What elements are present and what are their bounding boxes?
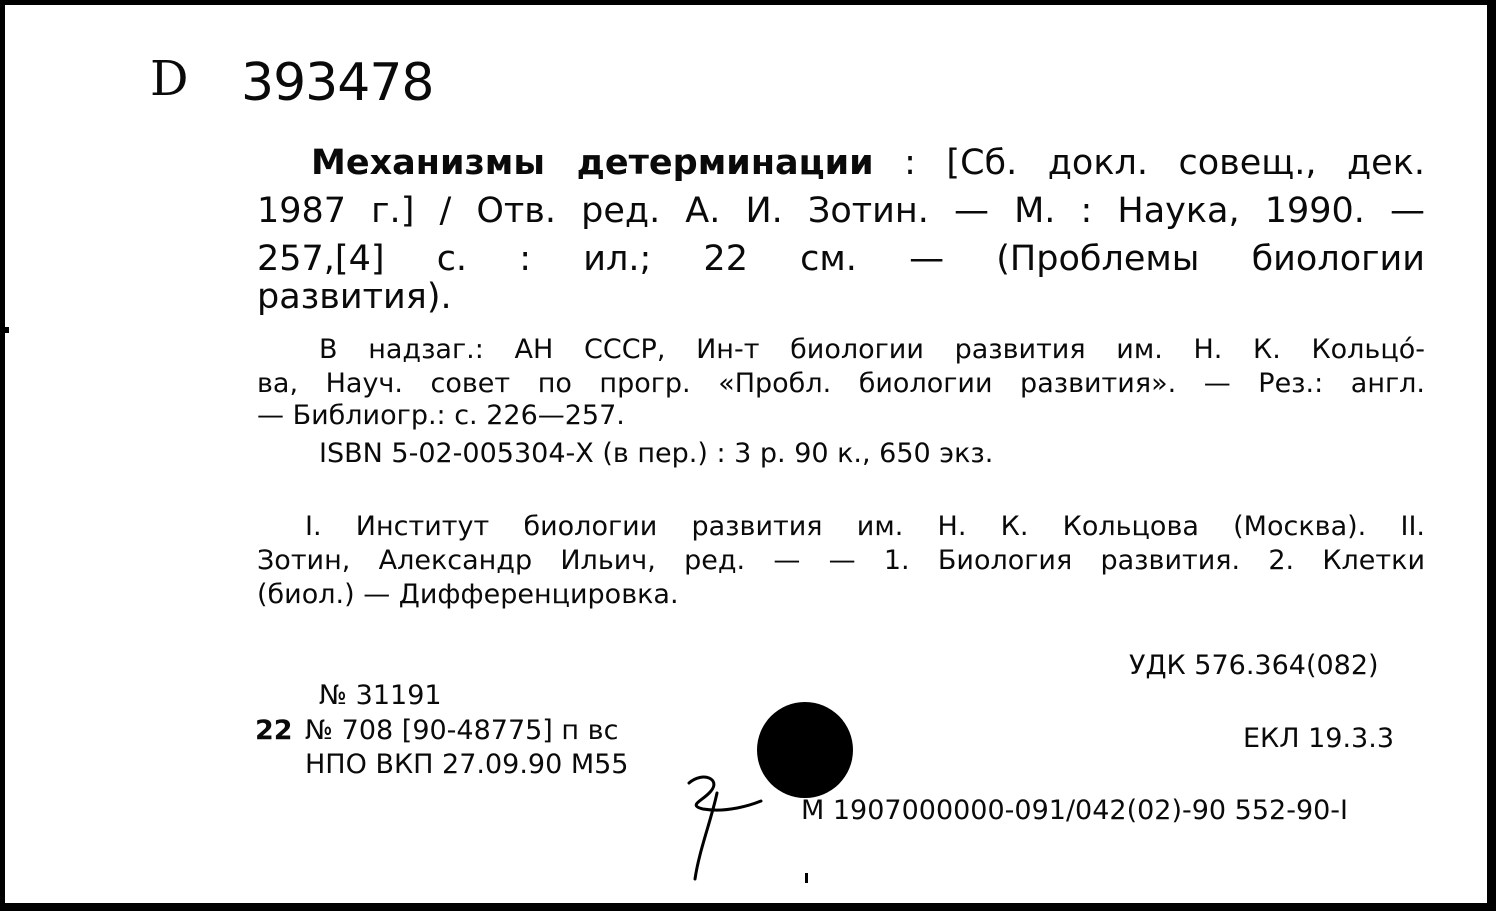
note-line-1: В надзаг.: АН СССР, Ин-т биологии развития им. Н. К. Кольцо́- — [319, 334, 1425, 365]
isbn-line: ISBN 5-02-005304-Х (в пер.) : 3 р. 90 к., 650 экз. — [319, 438, 994, 469]
tracing-line-2: Зотин, Александр Ильич, ред. — — 1. Биология развития. 2. Клетки — [257, 545, 1425, 576]
scan-speck — [805, 873, 808, 883]
classification-code: М 1907000000-091/042(02)-90 552-90-I — [801, 795, 1349, 826]
title-bold: Механизмы детерминации — [311, 143, 874, 183]
scan-speck — [5, 327, 9, 333]
order-line: № 708 [90-48775] п вс — [305, 715, 619, 746]
shelf-mark: D — [150, 51, 190, 107]
udk-code: УДК 576.364(082) — [1129, 650, 1379, 681]
tracing-line-1: I. Институт биологии развития им. Н. К. Кольцова (Москва). II. — [305, 511, 1425, 542]
shelf-number: 393478 — [241, 53, 434, 113]
card-number: № 31191 — [319, 680, 442, 711]
title-line-1-rest: : [Сб. докл. совещ., дек. — [904, 143, 1425, 183]
title-line-3: 257,[4] с. : ил.; 22 см. — (Проблемы биологии — [257, 239, 1425, 279]
handwritten-mark — [677, 761, 797, 891]
note-line-2: ва, Науч. совет по прогр. «Пробл. биологии развития». — Рез.: англ. — [257, 368, 1425, 399]
printer-line: НПО ВКП 27.09.90 М55 — [305, 749, 629, 780]
ekl-code: ЕКЛ 19.3.3 — [1243, 723, 1394, 754]
title-line-4: развития). — [257, 277, 452, 317]
tracing-line-3: (биол.) — Дифференцировка. — [257, 579, 679, 610]
title-line-1 — [311, 139, 1425, 187]
note-line-3: — Библиогр.: с. 226—257. — [257, 400, 625, 431]
catalog-card — [4, 4, 1488, 904]
order-prefix: 22 — [255, 715, 293, 746]
title-line-2: 1987 г.] / Отв. ред. А. И. Зотин. — М. : Наука, 1990. — — [257, 191, 1425, 231]
